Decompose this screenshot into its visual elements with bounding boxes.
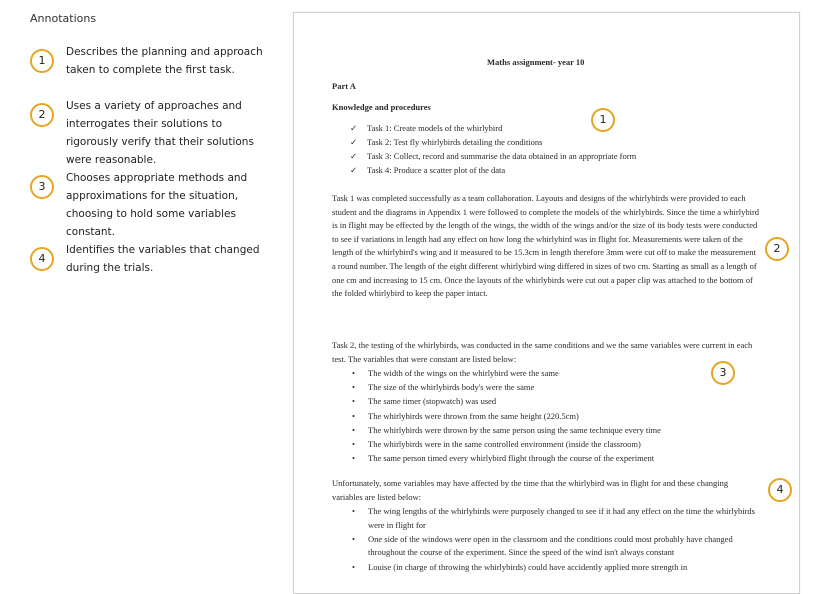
document-marker-4: 4 xyxy=(768,478,792,502)
annotation-badge-4: 4 xyxy=(30,247,54,271)
bullet-icon: • xyxy=(352,453,355,464)
list-item: • Louise (in charge of throwing the whirlybirds) could have accidently applied more strength in xyxy=(352,561,762,575)
checkmark-icon: ✓ xyxy=(350,165,358,175)
paragraph-task1: Task 1 was completed successfully as a team collaboration. Layouts and designs of the whirlybirds were provided to each student and the diagrams in Appendix 1 were followed to complete the models of the whirlybirds. Since the time a whirlybird is in flight may be effected by the length of the wings, the width of the wings and/or the size of its body tests were conducted to see if variations in length had any effect on how long the whirlybird was in flight for. Measurements were taken of the length of the whirlybird's wing and it measured to be 15.3cm in length therefore 3mm were cut off to make the measurement a round number. The length of the eight different whirlybird wing differed in sizes of two cm. Starting as small as a length of one cm and increasing to 15 cm. Once the layouts of the whirlybirds were cut out a paper clip was attached to the bottom of the folded whirlybird to keep the paper intact. xyxy=(332,193,760,299)
list-item: • The size of the whirlybirds body's were the same xyxy=(352,381,762,395)
list-item: • The whirlybirds were thrown from the same height (220.5cm) xyxy=(352,410,762,424)
bullet-icon: • xyxy=(352,382,355,393)
annotation-text-3: Chooses appropriate methods and approximations for the situation, choosing to hold some variables constant. xyxy=(66,172,248,238)
list-item: • The same timer (stopwatch) was used xyxy=(352,395,762,409)
paragraph-task2: Task 2, the testing of the whirlybirds, was conducted in the same conditions and we the same variables were current in each test. The variables that were constant are listed below: xyxy=(332,340,753,364)
bullet-icon: • xyxy=(352,396,355,407)
list-item: • One side of the windows were open in the classroom and the conditions could most probably have changed throughout the course of the experiment. Since the speed of the wind isn't always constant xyxy=(352,533,733,558)
checkmark-icon: ✓ xyxy=(350,151,358,161)
task-text: Task 2: Test fly whirlybirds detailing the conditions xyxy=(367,137,543,147)
annotation-text-1: Describes the planning and approach taken to complete the first task. xyxy=(66,46,263,76)
section-heading: Knowledge and procedures xyxy=(332,102,431,112)
bullet-icon: • xyxy=(352,506,355,516)
list-item: • The width of the wings on the whirlybird were the same xyxy=(352,367,762,381)
task-text: Task 3: Collect, record and summarise the data obtained in an appropriate form xyxy=(367,151,637,161)
annotation-badge-2: 2 xyxy=(30,103,54,127)
bullet-icon: • xyxy=(352,438,355,449)
bullet-icon: • xyxy=(352,533,355,544)
changing-variables-list xyxy=(352,505,762,575)
list-item: • The wing lengths of the whirlybirds were purposely changed to see if it had any effect on the time the whirlybirds were in flight for xyxy=(352,506,755,530)
annotations-title: Annotations xyxy=(30,12,97,25)
document-title: Maths assignment- year 10 xyxy=(487,57,585,67)
paragraph-changing: Unfortunately, some variables may have affected by the time that the whirlybird was in flight for and these changing variables are listed below: xyxy=(332,478,729,502)
constant-variables-list xyxy=(352,367,762,466)
list-item: • The same person timed every whirlybird flight through the course of the experiment xyxy=(352,452,762,466)
bullet-icon: • xyxy=(352,561,355,572)
annotation-badge-1: 1 xyxy=(30,49,54,73)
annotation-text-2: Uses a variety of approaches and interrogates their solutions to rigorously verify that their solutions were reasonable. xyxy=(66,100,254,166)
bullet-icon: • xyxy=(352,368,355,378)
bullet-icon: • xyxy=(352,424,355,435)
annotation-badge-3: 3 xyxy=(30,175,54,199)
task-item xyxy=(350,135,636,149)
annotation-text-4: Identifies the variables that changed during the trials. xyxy=(66,244,260,274)
checkmark-icon: ✓ xyxy=(350,123,358,133)
list-item: • The whirlybirds were thrown by the same person using the same technique every time xyxy=(352,424,762,438)
part-heading: Part A xyxy=(332,81,356,91)
task-text: Task 1: Create models of the whirlybird xyxy=(367,123,503,133)
list-item: • The whirlybirds were in the same controlled environment (inside the classroom) xyxy=(352,438,762,452)
document-page xyxy=(293,12,800,594)
document-marker-3: 3 xyxy=(711,361,735,385)
document-marker-2: 2 xyxy=(765,237,789,261)
checkmark-icon: ✓ xyxy=(350,137,358,147)
task-text: Task 4: Produce a scatter plot of the data xyxy=(367,165,506,175)
task-item xyxy=(350,149,636,163)
document-marker-1: 1 xyxy=(591,108,615,132)
task-list xyxy=(350,121,636,177)
task-item xyxy=(350,163,636,177)
bullet-icon: • xyxy=(352,410,355,421)
